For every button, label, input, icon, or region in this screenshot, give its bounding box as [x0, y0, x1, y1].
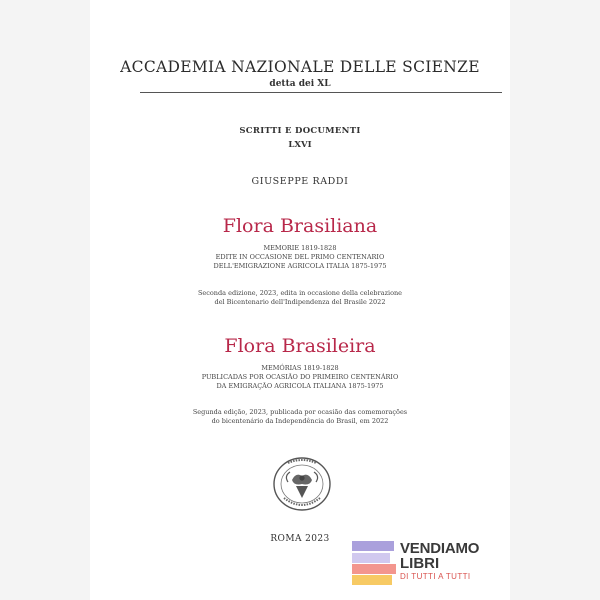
italian-line-3: DELL'EMIGRAZIONE AGRICOLA ITALIA 1875-1975 [213, 262, 387, 270]
italian-edition-note [90, 289, 510, 307]
book-bar [352, 541, 394, 551]
academy-subtitle: detta dei XL [269, 79, 331, 89]
vendiamo-libri-watermark [352, 537, 480, 587]
place-year: ROMA 2023 [270, 534, 330, 544]
italian-line-2: EDITE IN OCCASIONE DEL PRIMO CENTENARIO [215, 253, 385, 261]
portuguese-line-1: MEMÓRIAS 1819-1828 [261, 364, 339, 372]
portuguese-description [90, 364, 510, 391]
italian-edition-line-1: Seconda edizione, 2023, edita in occasione della celebrazione [197, 289, 403, 297]
title-portuguese: Flora Brasileira [224, 335, 376, 357]
series-number: LXVI [288, 140, 312, 150]
title-italian: Flora Brasiliana [222, 215, 378, 237]
author-name: GIUSEPPE RADDI [251, 176, 349, 187]
header-divider [140, 92, 502, 93]
academy-name: ACCADEMIA NAZIONALE DELLE SCIENZE [120, 58, 480, 76]
books-stack-icon [352, 537, 398, 585]
academy-seal-icon [270, 454, 334, 514]
book-cover [90, 0, 510, 600]
watermark-tagline: DI TUTTI A TUTTI [400, 572, 471, 581]
book-bar [352, 564, 396, 574]
portuguese-edition-line-2: do bicentenário da Independência do Brasil, em 2022 [211, 417, 389, 425]
italian-description [90, 244, 510, 271]
book-bar [352, 575, 392, 585]
portuguese-edition-note [90, 408, 510, 426]
watermark-text [400, 541, 479, 582]
book-bar [352, 553, 390, 563]
italian-line-1: MEMORIE 1819-1828 [263, 244, 337, 252]
watermark-line-1: VENDIAMO [400, 540, 480, 557]
portuguese-edition-line-1: Segunda edição, 2023, publicada por ocasião das comemorações [192, 408, 408, 416]
watermark-line-2: LIBRI [400, 555, 440, 572]
portuguese-line-3: DA EMIGRAÇÃO AGRICOLA ITALIANA 1875-1975 [216, 382, 384, 390]
series-name: SCRITTI E DOCUMENTI [239, 126, 361, 136]
italian-edition-line-2: del Bicentenario dell'Indipendenza del Brasile 2022 [214, 298, 386, 306]
portuguese-line-2: PUBLICADAS POR OCASIÃO DO PRIMEIRO CENTENÁRIO [201, 373, 399, 381]
